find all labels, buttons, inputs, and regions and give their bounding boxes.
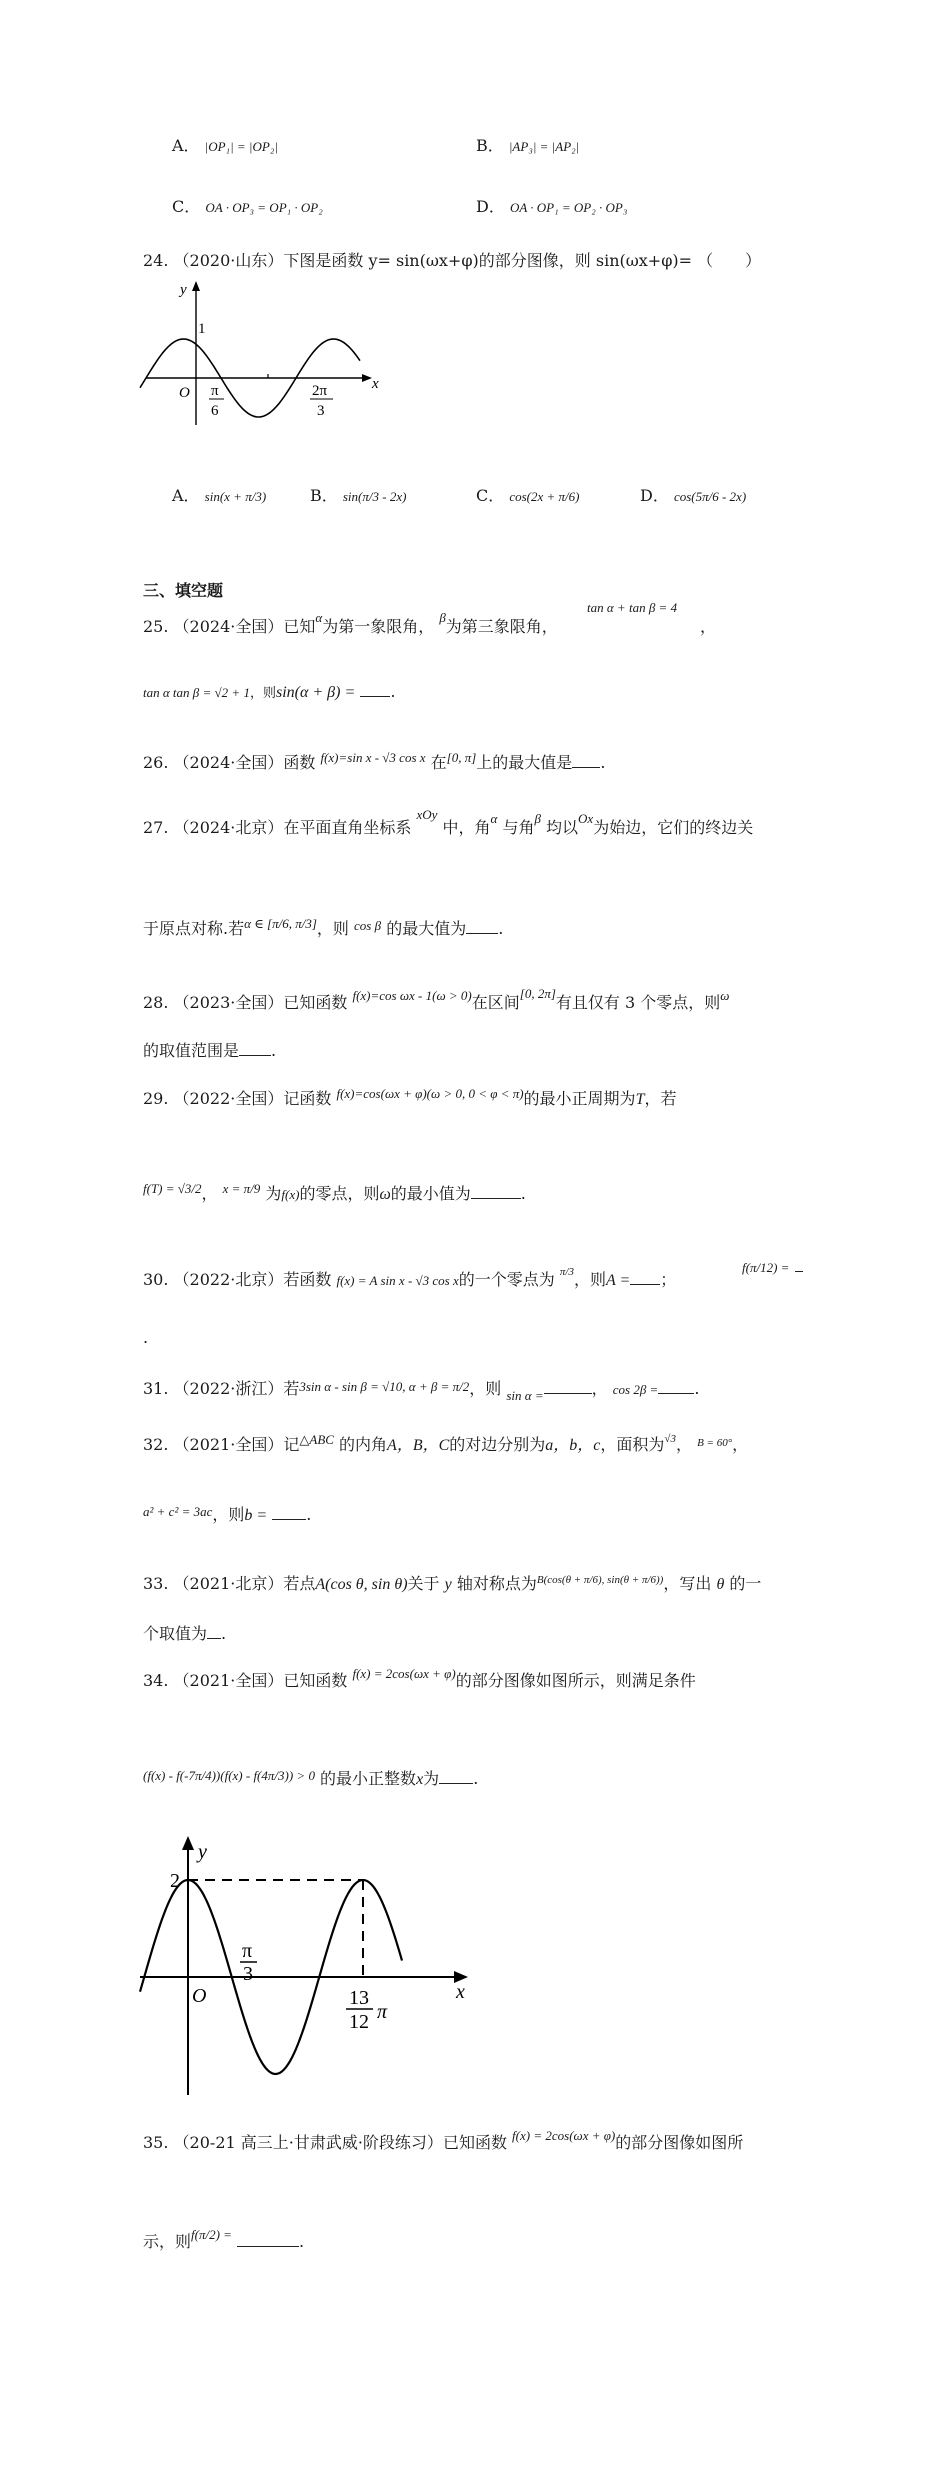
math: A(cos θ, sin θ) [315,1576,408,1593]
math: f(x) = A sin x - √3 cos x [336,1273,459,1288]
text: 中，角 [442,818,491,837]
math: β [534,811,541,826]
q30-line1 [143,1267,676,1290]
text: 的最小正整数 [320,1769,417,1788]
answer-blank[interactable] [237,2232,299,2247]
answer-blank[interactable] [471,1184,521,1199]
text: 为 [265,1184,282,1203]
label-2pi3-top: 2π [312,383,328,399]
math: √3 [664,1433,676,1445]
text: 的最大值为 [386,919,467,938]
math: ω [720,988,730,1003]
question-source: （2022·全国） [173,1089,284,1108]
label-two: 2 [170,1870,180,1892]
question-number: 32. [143,1435,169,1454]
text: 在区间 [471,993,520,1012]
question-source: （2021·北京） [173,1574,284,1593]
text: 的部分图像如图所 [615,2133,744,2152]
question-source: （20-21 高三上·甘肃武威·阶段练习） [173,2133,443,2152]
q24-option-c [476,483,580,506]
question-number: 24. [143,251,169,270]
q33-line1 [143,1571,761,1594]
q30-end: . [143,1328,149,1347]
x-axis-label: x [372,376,379,392]
q34-line2 [143,1766,478,1789]
q27-line1 [143,807,754,838]
answer-blank[interactable] [572,753,600,768]
text: . [221,1624,227,1643]
text: 函数 [283,753,316,772]
label-13: 13 [349,1987,369,2009]
math: f(x) = 2cos(ωx + φ) [512,2128,616,2143]
math: [0, 2π] [519,986,556,1001]
text: 的内角 [339,1435,388,1454]
option-label: A． [172,136,200,155]
text: ，则 [469,1379,502,1398]
question-number: 31. [143,1379,169,1398]
math: f(π/2) = [191,2227,232,2242]
label-pi3-bot: 3 [243,1963,253,1985]
text: 为始边，它们的终边关 [593,818,754,837]
question-number: 28. [143,993,169,1012]
math: β [439,610,446,625]
text: 轴对称点为 [456,1574,537,1593]
q32-line1 [143,1432,748,1455]
question-source: （2022·浙江） [173,1379,284,1398]
option-expr: OA · OP₁ = OP₂ · OP₃ [509,200,628,215]
q23-option-a [172,133,278,156]
q34-line1 [143,1668,696,1691]
text: . [600,753,606,772]
text: . [390,682,396,701]
text: 的取值范围是 [143,1041,240,1060]
question-number: 29. [143,1089,169,1108]
question-source: （2024·北京） [173,818,284,837]
math: f(x)=cos ωx - 1(ω > 0) [352,988,472,1003]
math: a，b，c [545,1437,601,1454]
math: [0, π] [446,750,477,765]
label-2pi3-bot: 3 [317,403,325,419]
text: 若点 [283,1574,316,1593]
question-source: （2024·全国） [173,753,284,772]
math: A = [605,1272,631,1289]
text: . [498,919,504,938]
label-pi3-top: π [242,1940,253,1962]
text: ， [591,1379,608,1398]
text: . [306,1505,312,1524]
text: . [520,1184,526,1203]
q35-line2 [143,2229,304,2252]
text: . [271,1041,277,1060]
q25-line1 [143,610,558,637]
y-axis-arrow [192,281,200,291]
q33-line2 [143,1621,226,1644]
option-expr: |AP₃| = |AP₂| [508,139,580,154]
q25-line2 [143,682,395,702]
text: 的零点，则 [299,1184,380,1203]
q28-line2 [143,1038,276,1061]
label-pi6-top: π [211,383,219,399]
q28-line1 [143,986,730,1013]
section-title: 三、填空题 [143,581,224,600]
text: 示，则 [143,2232,192,2251]
answer-blank[interactable] [544,1379,592,1394]
option-label: D． [476,197,505,216]
q24-option-a [172,483,266,506]
q30-f12 [742,1257,803,1276]
question-source: （2021·全国） [173,1435,284,1454]
x-axis-arrow [362,374,372,382]
question-number: 34. [143,1671,169,1690]
label-pi6-bot: 6 [211,403,219,419]
text: 有且仅有 3 个零点，则 [555,993,721,1012]
text: ， [732,1435,749,1454]
math: f(x) = 2cos(ωx + φ) [352,1666,456,1681]
math: f(T) = √3/2 [143,1181,202,1196]
q25-comma: ， [700,617,717,636]
option-expr: cos(5π/6 - 2x) [673,489,747,504]
text: 与角 [502,818,535,837]
text: 个取值为 [143,1624,208,1643]
q29-line1 [143,1086,676,1109]
text: . [694,1379,700,1398]
q24-option-b [310,483,406,506]
q34-cosine-graph [140,1830,480,2100]
answer-blank[interactable] [658,1379,694,1394]
q23-option-b [476,133,579,156]
text: ， [675,1435,692,1454]
label-one: 1 [198,321,206,337]
q31-line [143,1376,700,1403]
answer-blank[interactable] [439,1769,473,1784]
text: 的最小值为 [390,1184,471,1203]
math: △ABC [299,1432,334,1447]
answer-blank[interactable] [272,1505,306,1520]
option-label: B． [310,486,338,505]
text: 的一个零点为 [458,1270,555,1289]
math: α ∈ [π/6, π/3] [244,916,317,931]
option-label: A． [172,486,200,505]
math: x [416,1771,424,1788]
math: α [315,610,323,625]
math: ω [379,1186,391,1203]
y-axis-label: y [180,282,187,298]
text: 记函数 [283,1089,332,1108]
answer-blank[interactable] [207,1624,221,1639]
q24-sine-graph [140,275,380,430]
q24-option-d [640,483,746,506]
q25-eq1: tan α + tan β = 4 [587,600,678,615]
question-source: （2021·全国） [173,1671,284,1690]
math: y [444,1576,452,1593]
answer-blank[interactable] [239,1041,271,1056]
text: 为第三象限角， [445,617,558,636]
math: (f(x) - f(-7π/4))(f(x) - f(4π/3)) > 0 [143,1768,315,1783]
text: ，则 [249,686,276,701]
text: 在 [430,753,447,772]
math: α [490,811,498,826]
q26-line [143,750,605,773]
text: 已知函数 [442,2133,507,2152]
option-expr: sin(x + π/3) [204,489,267,504]
y-axis-label: y [198,1841,207,1863]
question-number: 25. [143,617,169,636]
q35-line1 [143,2130,743,2153]
math: cos 2β = [612,1382,659,1397]
text: 为 [423,1769,440,1788]
origin-label: O [179,385,190,401]
math: xOy [416,807,438,822]
text: ，则 [212,1505,245,1524]
math: f(x)=cos(ωx + φ)(ω > 0, 0 < φ < π) [336,1086,524,1101]
math: x = π/9 [222,1181,261,1196]
label-pi: π [377,2001,388,2023]
math: a² + c² = 3ac [143,1504,213,1519]
text: 已知函数 [283,1671,348,1690]
question-source: （2024·全国） [173,617,284,636]
text: 均以 [546,818,579,837]
q24-stem [143,248,761,271]
option-label: B． [476,136,504,155]
option-expr: cos(2x + π/6) [509,489,580,504]
text: 的最小正周期为 [523,1089,636,1108]
text: 在平面直角坐标系 [283,818,412,837]
math: f(π/12) = [742,1260,790,1275]
text: 上的最大值是 [476,753,573,772]
text: ，写出 [663,1574,712,1593]
option-label: C． [476,486,505,505]
text: 若函数 [283,1270,332,1289]
text: ， [201,1184,218,1203]
question-number: 26. [143,753,169,772]
question-number: 35. [143,2133,169,2152]
answer-blank[interactable] [466,919,498,934]
math: Ox [578,811,594,826]
option-expr: sin(π/3 - 2x) [342,489,407,504]
y-axis-arrow [182,1836,194,1850]
question-source: （2020·山东） [173,251,284,270]
text: 于原点对称.若 [143,919,245,938]
label-12: 12 [349,2011,369,2033]
answer-blank[interactable] [360,682,390,697]
math: T [635,1091,645,1108]
text: ，则 [573,1270,606,1289]
text: ，若 [644,1089,677,1108]
q23-option-c [172,194,323,217]
text: 已知函数 [283,993,348,1012]
math: b = [244,1507,268,1524]
text: ，面积为 [600,1435,665,1454]
math: f(x) [281,1187,300,1202]
q29-line2 [143,1181,526,1204]
math: θ [716,1576,725,1593]
option-expr: |OP₁| = |OP₂| [204,139,278,154]
text: 的部分图像如图所示，则满足条件 [455,1671,696,1690]
math: B = 60° [697,1437,733,1449]
math: cos β [354,918,382,933]
text: 的对边分别为 [449,1435,546,1454]
q23-option-d [476,194,627,217]
q27-line2 [143,916,503,939]
question-number: 33. [143,1574,169,1593]
question-number: 27. [143,818,169,837]
question-number: 30. [143,1270,169,1289]
math: sin(α + β) = [275,684,356,701]
text: 关于 [407,1574,440,1593]
question-text: 下图是函数 y= sin(ωx+φ)的部分图像，则 sin(ωx+φ)= （ ） [283,251,762,270]
text: 的一 [729,1574,762,1593]
text: 若 [283,1379,300,1398]
math: sin α = [506,1388,544,1403]
text: . [299,2232,305,2251]
option-expr: OA · OP₃ = OP₁ · OP₂ [205,200,323,215]
option-label: C． [172,197,201,216]
answer-blank[interactable] [630,1270,660,1285]
math: A，B，C [387,1437,450,1454]
text: ，则 [316,919,349,938]
x-axis-label: x [456,1981,465,2003]
text: 已知 [283,617,316,636]
question-source: （2022·北京） [173,1270,284,1289]
math: tan α tan β = √2 + 1 [143,685,250,700]
option-label: D． [640,486,669,505]
math: f(x)=sin x - √3 cos x [320,750,426,765]
text: 为第一象限角， [322,617,435,636]
text: . [473,1769,479,1788]
text: ； [660,1270,677,1289]
math: 3sin α - sin β = √10, α + β = π/2 [299,1379,470,1394]
answer-blank[interactable] [795,1257,803,1272]
math: π/3 [559,1266,574,1278]
question-source: （2023·全国） [173,993,284,1012]
origin-label: O [192,1985,207,2007]
math: B(cos(θ + π/6), sin(θ + π/6)) [536,1574,664,1586]
text: 记 [283,1435,300,1454]
q32-line2 [143,1502,311,1525]
